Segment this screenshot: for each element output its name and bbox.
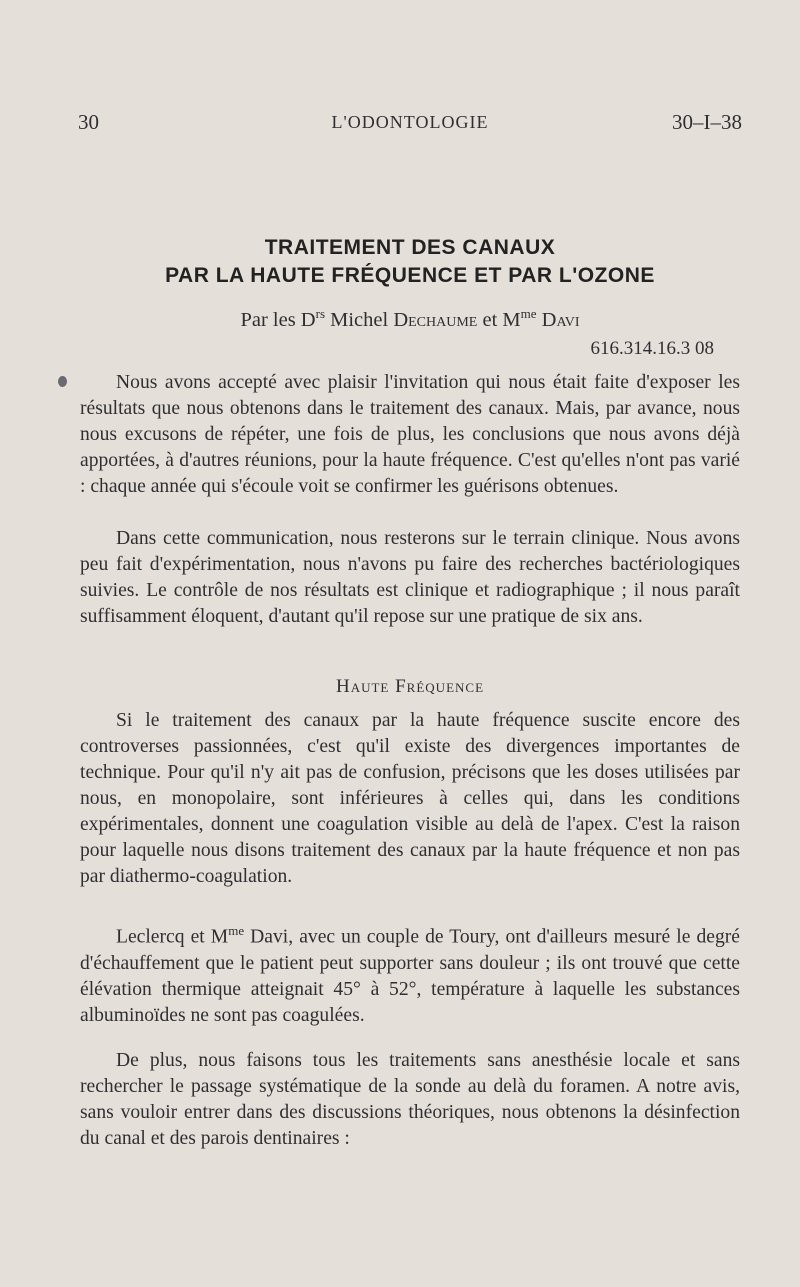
title-line-2: PAR LA HAUTE FRÉQUENCE ET PAR L'OZONE xyxy=(165,264,655,287)
author-prefix-sup: rs xyxy=(315,306,325,321)
classification-code: 616.314.16.3 08 xyxy=(590,338,714,359)
article-title xyxy=(60,234,760,290)
issue-date: 30–I–38 xyxy=(672,110,742,134)
page-number: 30 xyxy=(78,110,99,134)
paragraph-1: Nous avons accepté avec plaisir l'invitation qui nous était faite d'exposer les résultats que nous obtenons dans le traitement des canaux. Mais, par avance, nous nous excusons de répéter, une fois de plus, les conclusions que nous avons déjà apportées, à d'autres réunions, pour la haute fréquence. C'est qu'elles n'ont pas varié : chaque année qui s'écoule voit se confirmer les guérisons obtenues. xyxy=(80,372,740,497)
running-header xyxy=(78,110,742,138)
author-conjunction-sup: me xyxy=(520,306,537,321)
paragraph-5: De plus, nous faisons tous les traitements sans anesthésie locale et sans rechercher le passage systématique de la sonde au delà du foramen. A notre avis, sans vouloir entrer dans des discussions théoriques, nous obtenons la désinfection du canal et des parois dentinaires : xyxy=(80,1050,740,1149)
author-conjunction: et M xyxy=(477,308,521,331)
paragraph-2: Dans cette communication, nous resterons sur le terrain clinique. Nous avons peu fait d'expérimentation, nous n'avons pu faire des recherches bactériologiques suivies. Le contrôle de nos résultats est clinique et radiographique ; il nous paraît suffisamment éloquent, d'autant qu'il repose sur une pratique de six ans. xyxy=(80,528,740,627)
journal-title: L'ODONTOLOGIE xyxy=(331,112,489,132)
title-line-1: TRAITEMENT DES CANAUX xyxy=(264,236,556,259)
author-surname-1: Dechaume xyxy=(393,308,478,331)
author-first-name: Michel xyxy=(325,308,394,331)
section-heading: Haute Fréquence xyxy=(335,676,485,697)
author-prefix: Par les D xyxy=(240,308,316,331)
author-line xyxy=(60,306,760,332)
paragraph-4: Leclercq et $M^{me}$ Davi, avec un couple de Toury, ont d'ailleurs mesuré le degré d'échauffement que le patient peut supporter sans douleur ; ils ont trouvé que cette élévation thermique atteignait 45° à 52°, température à laquelle les substances albuminoïdes ne sont pas coagulées. xyxy=(80,923,740,1026)
author-surname-2: Davi xyxy=(541,308,580,331)
margin-mark xyxy=(58,376,67,387)
paragraph-3: Si le traitement des canaux par la haute fréquence suscite encore des controverses passionnées, c'est qu'il existe des divergences importantes de technique. Pour qu'il n'y ait pas de confusion, précisons que les doses utilisées par nous, en monopolaire, sont inférieures à celles qui, dans les conditions expérimentales, donnent une coagulation visible au delà de l'apex. C'est la raison pour laquelle nous disons traitement des canaux par la haute fréquence et non pas par diathermo-coagulation. xyxy=(80,710,740,887)
